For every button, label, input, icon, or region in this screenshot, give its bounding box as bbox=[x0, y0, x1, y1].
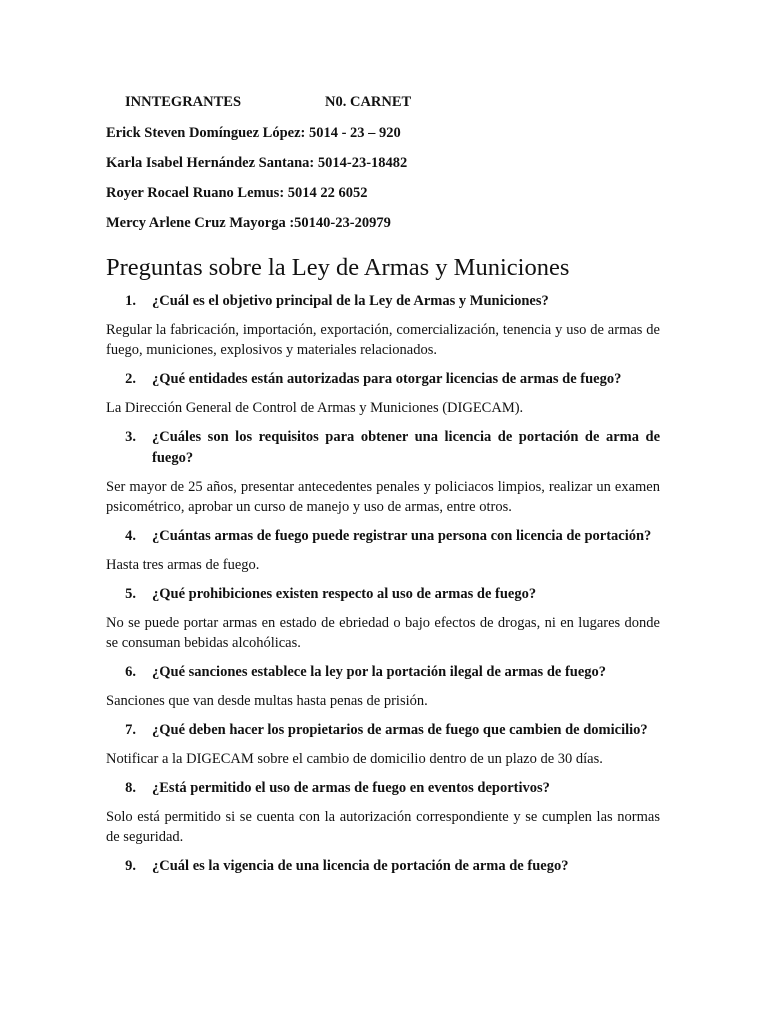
question-number: 6. bbox=[125, 664, 136, 680]
question bbox=[106, 291, 660, 312]
question bbox=[106, 584, 660, 605]
question-text: ¿Qué entidades están autorizadas para otorgar licencias de armas de fuego? bbox=[152, 371, 622, 387]
question-number: 8. bbox=[125, 780, 136, 796]
question-number: 7. bbox=[125, 722, 136, 738]
question-text: ¿Cuál es el objetivo principal de la Ley de Armas y Municiones? bbox=[152, 293, 549, 309]
question bbox=[106, 369, 660, 390]
answer-text: Solo está permitido si se cuenta con la autorización correspondiente y se cumplen las normas de seguridad. bbox=[106, 809, 660, 845]
question bbox=[106, 720, 660, 741]
question-item bbox=[106, 427, 660, 517]
question-item bbox=[106, 291, 660, 360]
answer-text: Notificar a la DIGECAM sobre el cambio de domicilio dentro de un plazo de 30 días. bbox=[106, 751, 603, 767]
answer-text: Regular la fabricación, importación, exportación, comercialización, tenencia y uso de armas de fuego, municiones, explosivos y materiales relacionados. bbox=[106, 322, 660, 358]
question-number: 5. bbox=[125, 586, 136, 602]
question-number: 1. bbox=[125, 293, 136, 309]
member-line: Karla Isabel Hernández Santana: 5014-23-18482 bbox=[106, 155, 408, 171]
question bbox=[106, 662, 660, 683]
question-item bbox=[106, 778, 660, 847]
question-number: 4. bbox=[125, 528, 136, 544]
question-text: ¿Qué sanciones establece la ley por la portación ilegal de armas de fuego? bbox=[152, 664, 607, 680]
question-text: ¿Cuáles son los requisitos para obtener una licencia de portación de arma de fuego? bbox=[152, 429, 660, 466]
members-header-carnet: N0. CARNET bbox=[325, 94, 412, 110]
question bbox=[106, 526, 660, 547]
document-title: Preguntas sobre la Ley de Armas y Municiones bbox=[106, 254, 570, 281]
answer-text: No se puede portar armas en estado de ebriedad o bajo efectos de drogas, ni en lugares donde se consuman bebidas alcohólicas. bbox=[106, 615, 660, 651]
question-item bbox=[106, 584, 660, 653]
question-text: ¿Qué prohibiciones existen respecto al uso de armas de fuego? bbox=[152, 586, 537, 602]
question-item bbox=[106, 662, 660, 711]
question bbox=[106, 856, 660, 877]
question-item bbox=[106, 720, 660, 769]
members-list bbox=[106, 124, 660, 232]
question-number: 3. bbox=[125, 429, 136, 445]
question-item bbox=[106, 526, 660, 575]
member-line: Erick Steven Domínguez López: 5014 - 23 – 920 bbox=[106, 125, 401, 141]
question-number: 2. bbox=[125, 371, 136, 387]
question-text: ¿Qué deben hacer los propietarios de armas de fuego que cambien de domicilio? bbox=[152, 722, 648, 738]
question-item bbox=[106, 369, 660, 418]
answer-text: Sanciones que van desde multas hasta penas de prisión. bbox=[106, 693, 428, 709]
answer-text: La Dirección General de Control de Armas y Municiones (DIGECAM). bbox=[106, 400, 524, 416]
member-line: Mercy Arlene Cruz Mayorga :50140-23-20979 bbox=[106, 215, 391, 231]
question-item bbox=[106, 856, 660, 877]
question-text: ¿Cuál es la vigencia de una licencia de portación de arma de fuego? bbox=[152, 858, 569, 874]
members-header-name: INNTEGRANTES bbox=[125, 94, 242, 110]
members-header bbox=[125, 93, 660, 111]
answer-text: Hasta tres armas de fuego. bbox=[106, 557, 260, 573]
question bbox=[106, 427, 660, 469]
member-line: Royer Rocael Ruano Lemus: 5014 22 6052 bbox=[106, 185, 368, 201]
answer-text: Ser mayor de 25 años, presentar antecedentes penales y policiacos limpios, realizar un examen psicométrico, aprobar un curso de manejo y uso de armas, entre otros. bbox=[106, 479, 660, 515]
question-list bbox=[106, 291, 660, 877]
question-text: ¿Está permitido el uso de armas de fuego en eventos deportivos? bbox=[152, 780, 550, 796]
question bbox=[106, 778, 660, 799]
question-number: 9. bbox=[125, 858, 136, 874]
question-text: ¿Cuántas armas de fuego puede registrar una persona con licencia de portación? bbox=[152, 528, 652, 544]
